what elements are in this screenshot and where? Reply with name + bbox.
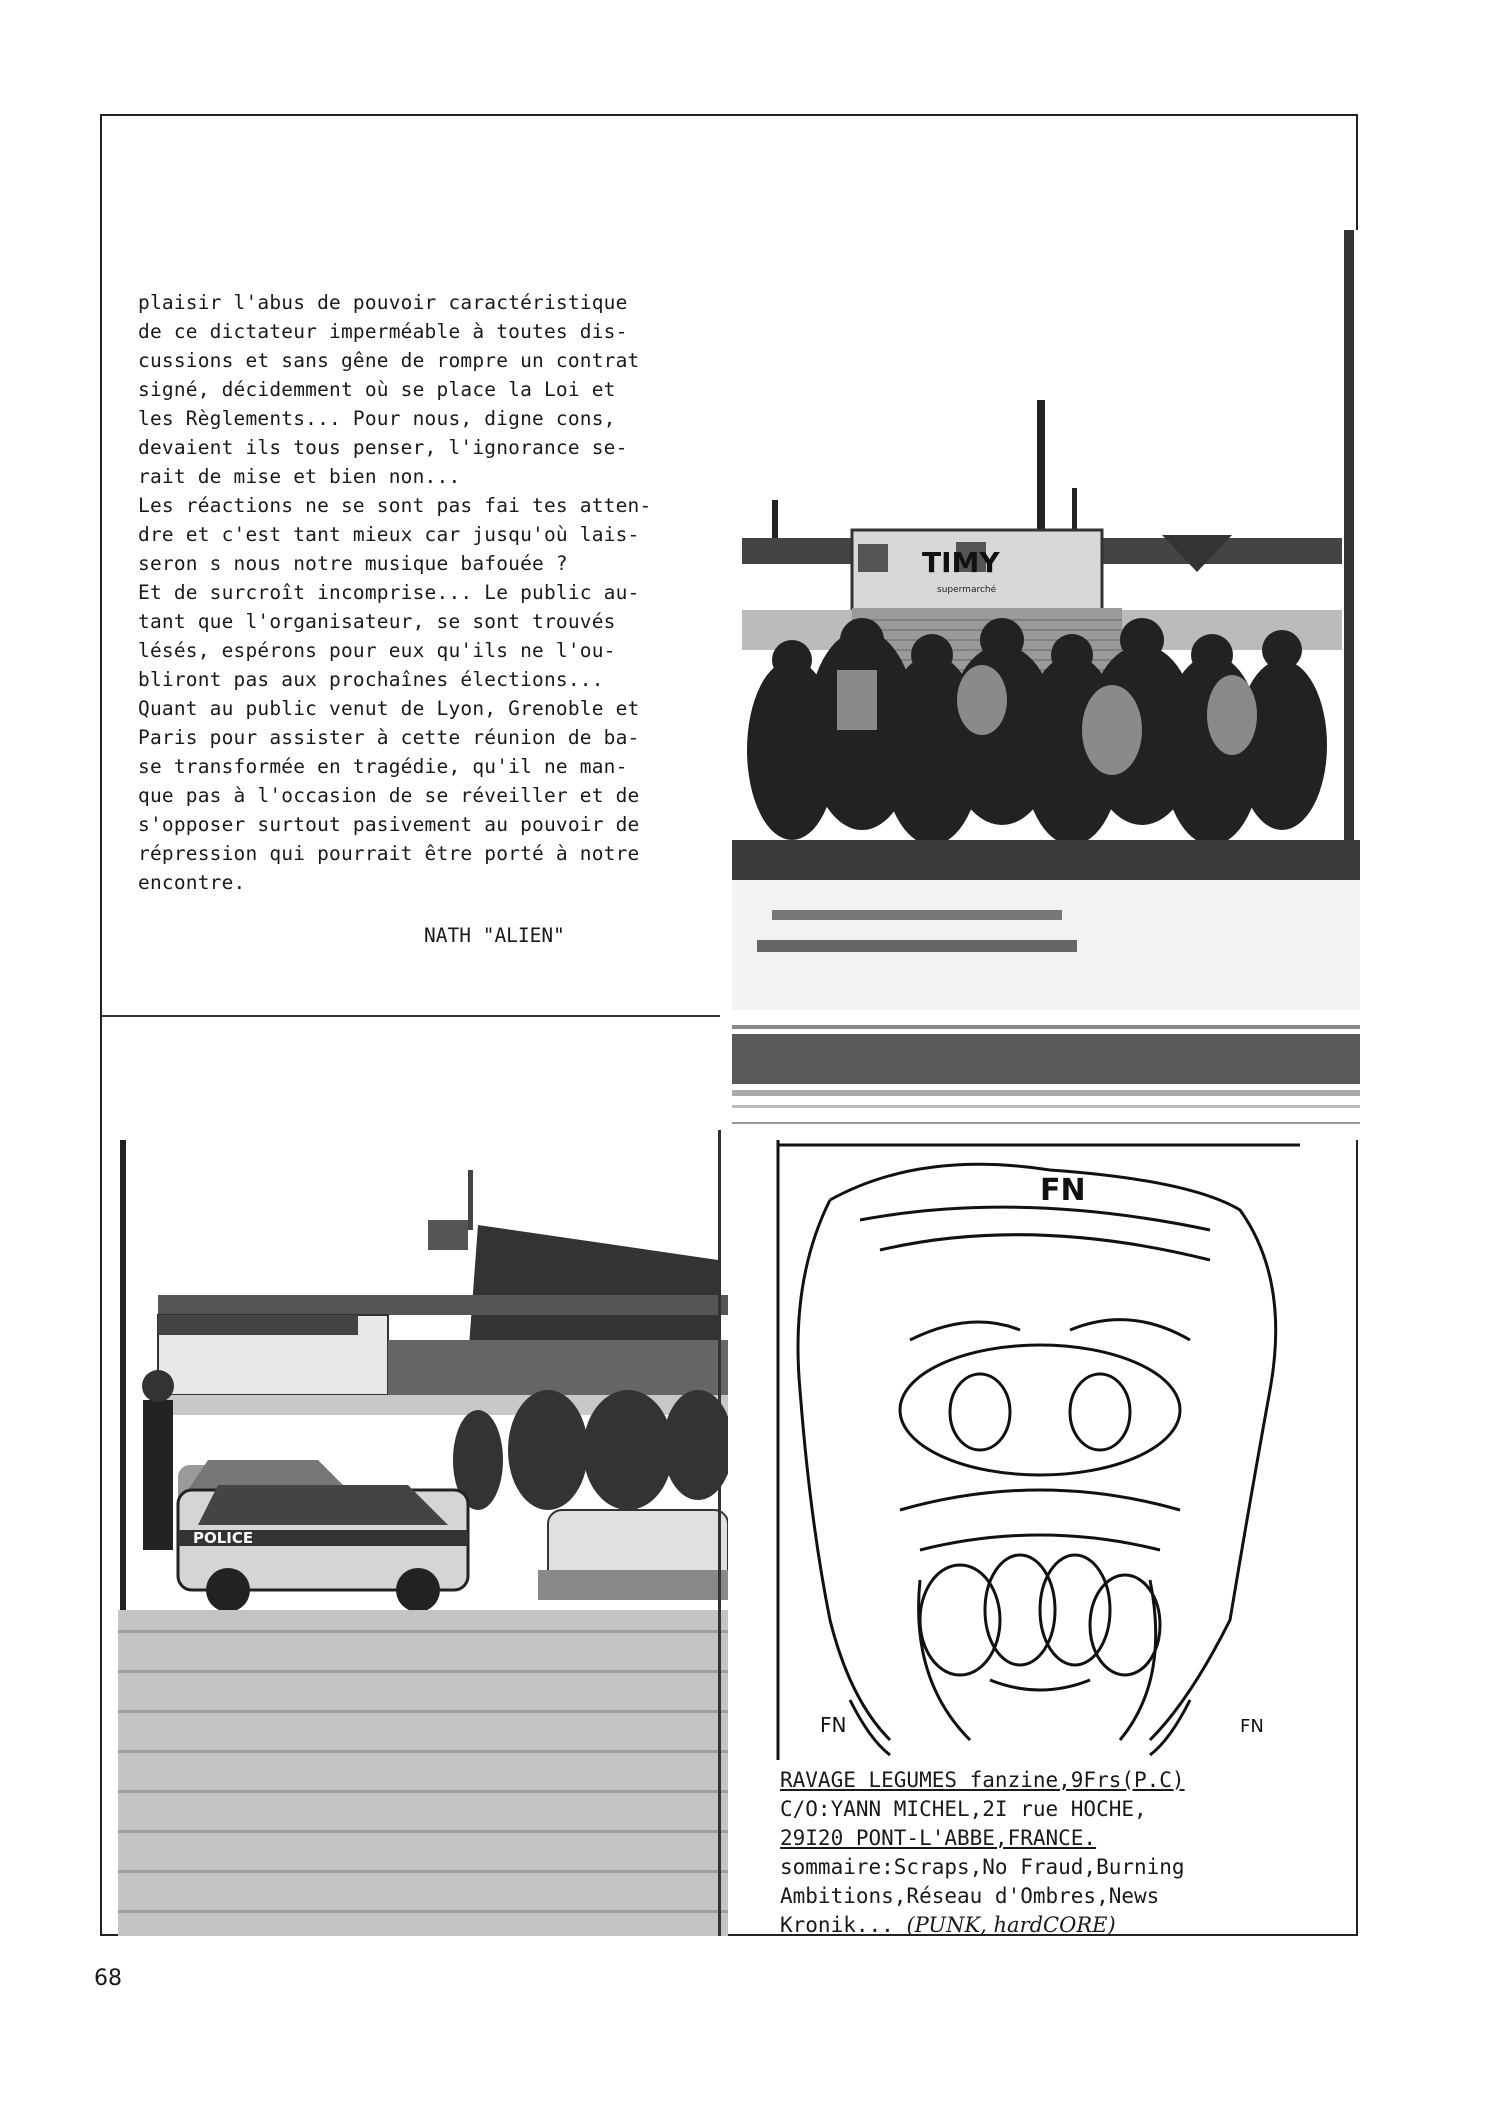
article-line: lésés, espérons pour eux qu'ils ne l'ou- — [138, 639, 616, 662]
store-sign-sub: supermarché — [937, 585, 997, 595]
article-line: que pas à l'occasion de se réveiller et de — [138, 784, 640, 807]
article-text — [138, 288, 728, 897]
article-line: de ce dictateur imperméable à toutes dis- — [138, 320, 628, 343]
article-line: Et de surcroît incomprise... Le public au- — [138, 581, 640, 604]
article-line: les Règlements... Pour nous, digne cons, — [138, 407, 616, 430]
cartoon-fn-pig — [770, 1140, 1308, 1760]
photo-road-strip-image — [732, 1010, 1360, 1140]
article-line: dre et c'est tant mieux car jusqu'où lais- — [138, 523, 640, 546]
article-line: Paris pour assister à cette réunion de ba- — [138, 726, 640, 749]
ad-line-contents-1: sommaire:Scraps,No Fraud,Burning — [780, 1855, 1185, 1879]
article-line: plaisir l'abus de pouvoir caractéristique — [138, 291, 628, 314]
photo-police — [118, 1130, 728, 1936]
article-line: signé, décidemment où se place la Loi et — [138, 378, 616, 401]
ad-handwritten-genre: (PUNK, hardCORE) — [906, 1913, 1116, 1937]
photo-store-crowd — [732, 230, 1360, 1010]
ad-line-contents-3-prefix: Kronik... — [780, 1913, 894, 1937]
article-line: s'opposer surtout pasivement au pouvoir de — [138, 813, 640, 836]
article-line: cussions et sans gêne de rompre un contrat — [138, 349, 640, 372]
article-line: devaient ils tous penser, l'ignorance se- — [138, 436, 628, 459]
police-car-label: POLICE — [193, 1529, 254, 1547]
ad-line-contents-2: Ambitions,Réseau d'Ombres,News — [780, 1884, 1160, 1908]
cartoon-corner-left: FN — [820, 1713, 847, 1737]
article-line: répression qui pourrait être porté à notre — [138, 842, 640, 865]
ad-line-city: 29I20 PONT-L'ABBE,FRANCE. — [780, 1826, 1097, 1850]
article-line: bliront pas aux prochaînes élections... — [138, 668, 604, 691]
cartoon-cap-text: FN — [1040, 1173, 1086, 1208]
article-signature: NATH "ALIEN" — [424, 924, 565, 947]
cartoon-corner-right: FN — [1240, 1716, 1264, 1737]
photo-store-crowd-image — [732, 230, 1360, 1010]
article-line: se transformée en tragédie, qu'il ne man- — [138, 755, 628, 778]
photo-road-strip — [732, 1010, 1360, 1140]
cartoon-fn-pig-image — [770, 1140, 1308, 1760]
ad-line-title: RAVAGE LEGUMES fanzine,9Frs(P.C) — [780, 1768, 1185, 1792]
article-line: seron s nous notre musique bafouée ? — [138, 552, 568, 575]
article-line: tant que l'organisateur, se sont trouvés — [138, 610, 616, 633]
store-sign-text: TIMY — [922, 546, 1000, 579]
article-line: encontre. — [138, 871, 246, 894]
divider-line — [100, 1015, 720, 1017]
article-line: rait de mise et bien non... — [138, 465, 461, 488]
photo-police-image — [118, 1130, 728, 1936]
page-number: 68 — [94, 1966, 122, 1991]
article-line: Les réactions ne se sont pas fai tes atten- — [138, 494, 652, 517]
article-line: Quant au public venut de Lyon, Grenoble et — [138, 697, 640, 720]
fanzine-ad — [780, 1766, 1300, 1936]
ad-line-contents-3 — [780, 1911, 1300, 1940]
ad-line-address: C/O:YANN MICHEL,2I rue HOCHE, — [780, 1797, 1147, 1821]
